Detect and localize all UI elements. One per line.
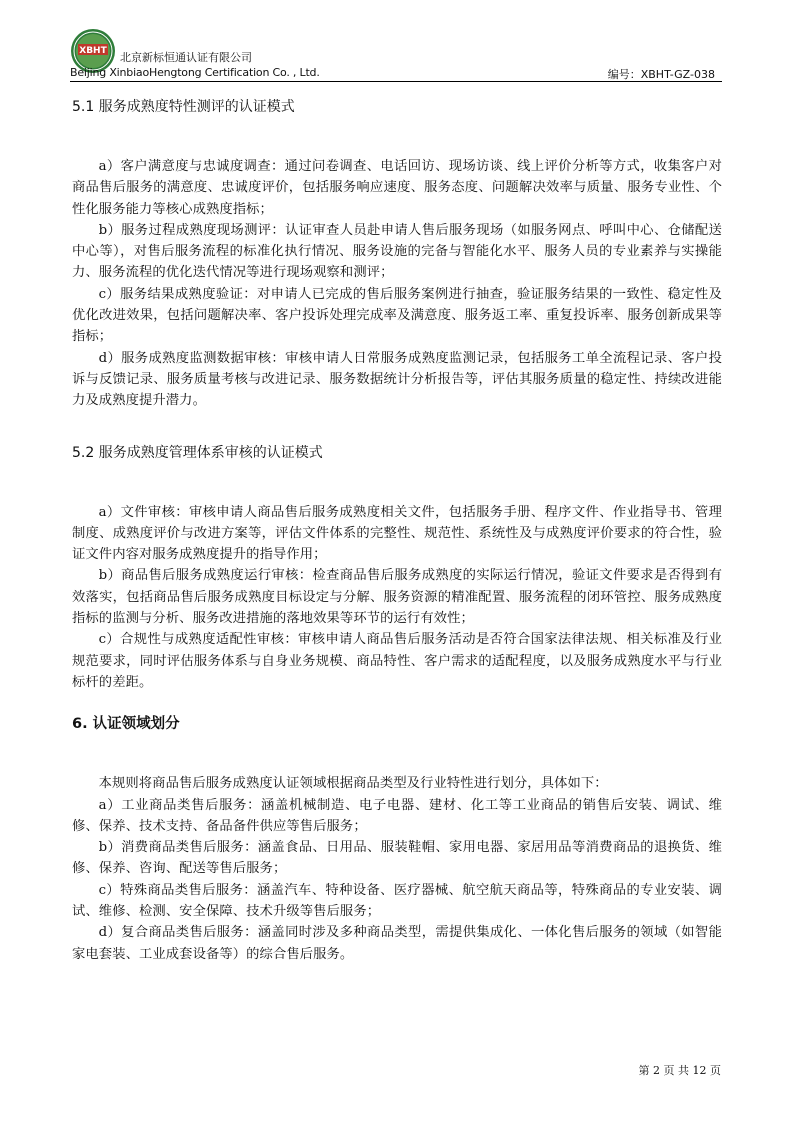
page-header bbox=[70, 28, 723, 80]
logo-text: XBHT bbox=[79, 46, 107, 56]
paragraph-6-b: b）消费商品类售后服务：涵盖食品、日用品、服装鞋帽、家用电器、家居用品等消费商品的退换货、维修、保养、咨询、配送等售后服务； bbox=[72, 840, 722, 877]
paragraph-5-2-a: a）文件审核：审核申请人商品售后服务成熟度相关文件，包括服务手册、程序文件、作业指导书、管理制度、成熟度评价与改进方案等，评估文件体系的完整性、规范性、系统性及与成熟度评价要求的符合性，验证文件内容对服务成熟度提升的指导作用； bbox=[72, 504, 722, 563]
document-number: 编号：XBHT-GZ-038 bbox=[607, 68, 715, 81]
paragraph-5-2-b: b）商品售后服务成熟度运行审核：检查商品售后服务成熟度的实际运行情况，验证文件要求是否得到有效落实，包括商品售后服务成熟度目标设定与分解、服务资源的精准配置、服务流程的闭环管控、服务成熟度指标的监测与分析、服务改进措施的落地效果等环节的运行有效性； bbox=[72, 568, 722, 627]
paragraph-5-1-c: c）服务结果成熟度验证：对申请人已完成的售后服务案例进行抽查，验证服务结果的一致性、稳定性及优化改进效果，包括问题解决率、客户投诉处理完成率及满意度、服务返工率、重复投诉率、服务创新成果等指标； bbox=[72, 286, 722, 345]
section-5-1-title: 5.1 服务成熟度特性测评的认证模式 bbox=[72, 99, 295, 115]
paragraph-6-c: c）特殊商品类售后服务：涵盖汽车、特种设备、医疗器械、航空航天商品等，特殊商品的专业安装、调试、维修、检测、安全保障、技术升级等售后服务； bbox=[72, 882, 722, 920]
paragraph-5-1-d: d）服务成熟度监测数据审核：审核申请人日常服务成熟度监测记录，包括服务工单全流程记录、客户投诉与反馈记录、服务质量考核与改进记录、服务数据统计分析报告等，评估其服务质量的稳定性、持续改进能力及成熟度提升潜力。 bbox=[72, 350, 722, 409]
paragraph-5-1-b: b）服务过程成熟度现场测评：认证审查人员赴申请人售后服务现场（如服务网点、呼叫中心、仓储配送中心等），对售后服务流程的标准化执行情况、服务设施的完备与智能化水平、服务人员的专业素养与实操能力、服务流程的优化迭代情况等进行现场观察和测评； bbox=[72, 222, 722, 281]
document-body bbox=[72, 96, 722, 965]
paragraph-5-1-a: a）客户满意度与忠诚度调查：通过问卷调查、电话回访、现场访谈、线上评价分析等方式，收集客户对商品售后服务的满意度、忠诚度评价，包括服务响应速度、服务态度、问题解决效率与质量、服务专业性、个性化服务能力等核心成熟度指标； bbox=[72, 159, 722, 217]
company-name-en: Beijing XinbiaoHengtong Certification Co. , Ltd. bbox=[70, 66, 320, 79]
header-divider bbox=[70, 81, 722, 82]
paragraph-6-a: a）工业商品类售后服务：涵盖机械制造、电子电器、建材、化工等工业商品的销售后安装、调试、维修、保养、技术支持、备品备件供应等售后服务； bbox=[72, 797, 722, 834]
company-name-cn: 北京新标恒通认证有限公司 bbox=[120, 51, 252, 64]
page-number: 第 2 页 共 12 页 bbox=[638, 1064, 721, 1077]
paragraph-6-intro: 本规则将商品售后服务成熟度认证领域根据商品类型及行业特性进行划分，具体如下： bbox=[98, 776, 608, 792]
paragraph-6-d: d）复合商品类售后服务：涵盖同时涉及多种商品类型，需提供集成化、一体化售后服务的领域（如智能家电套装、工业成套设备等）的综合售后服务。 bbox=[72, 925, 722, 962]
section-5-2-title: 5.2 服务成熟度管理体系审核的认证模式 bbox=[72, 444, 323, 461]
section-6-title: 6. 认证领域划分 bbox=[72, 716, 180, 733]
paragraph-5-2-c: c）合规性与成熟度适配性审核：审核申请人商品售后服务活动是否符合国家法律法规、相关标准及行业规范要求，同时评估服务体系与自身业务规模、商品特性、客户需求的适配程度，以及服务成熟度水平与行业标杆的差距。 bbox=[72, 632, 722, 690]
